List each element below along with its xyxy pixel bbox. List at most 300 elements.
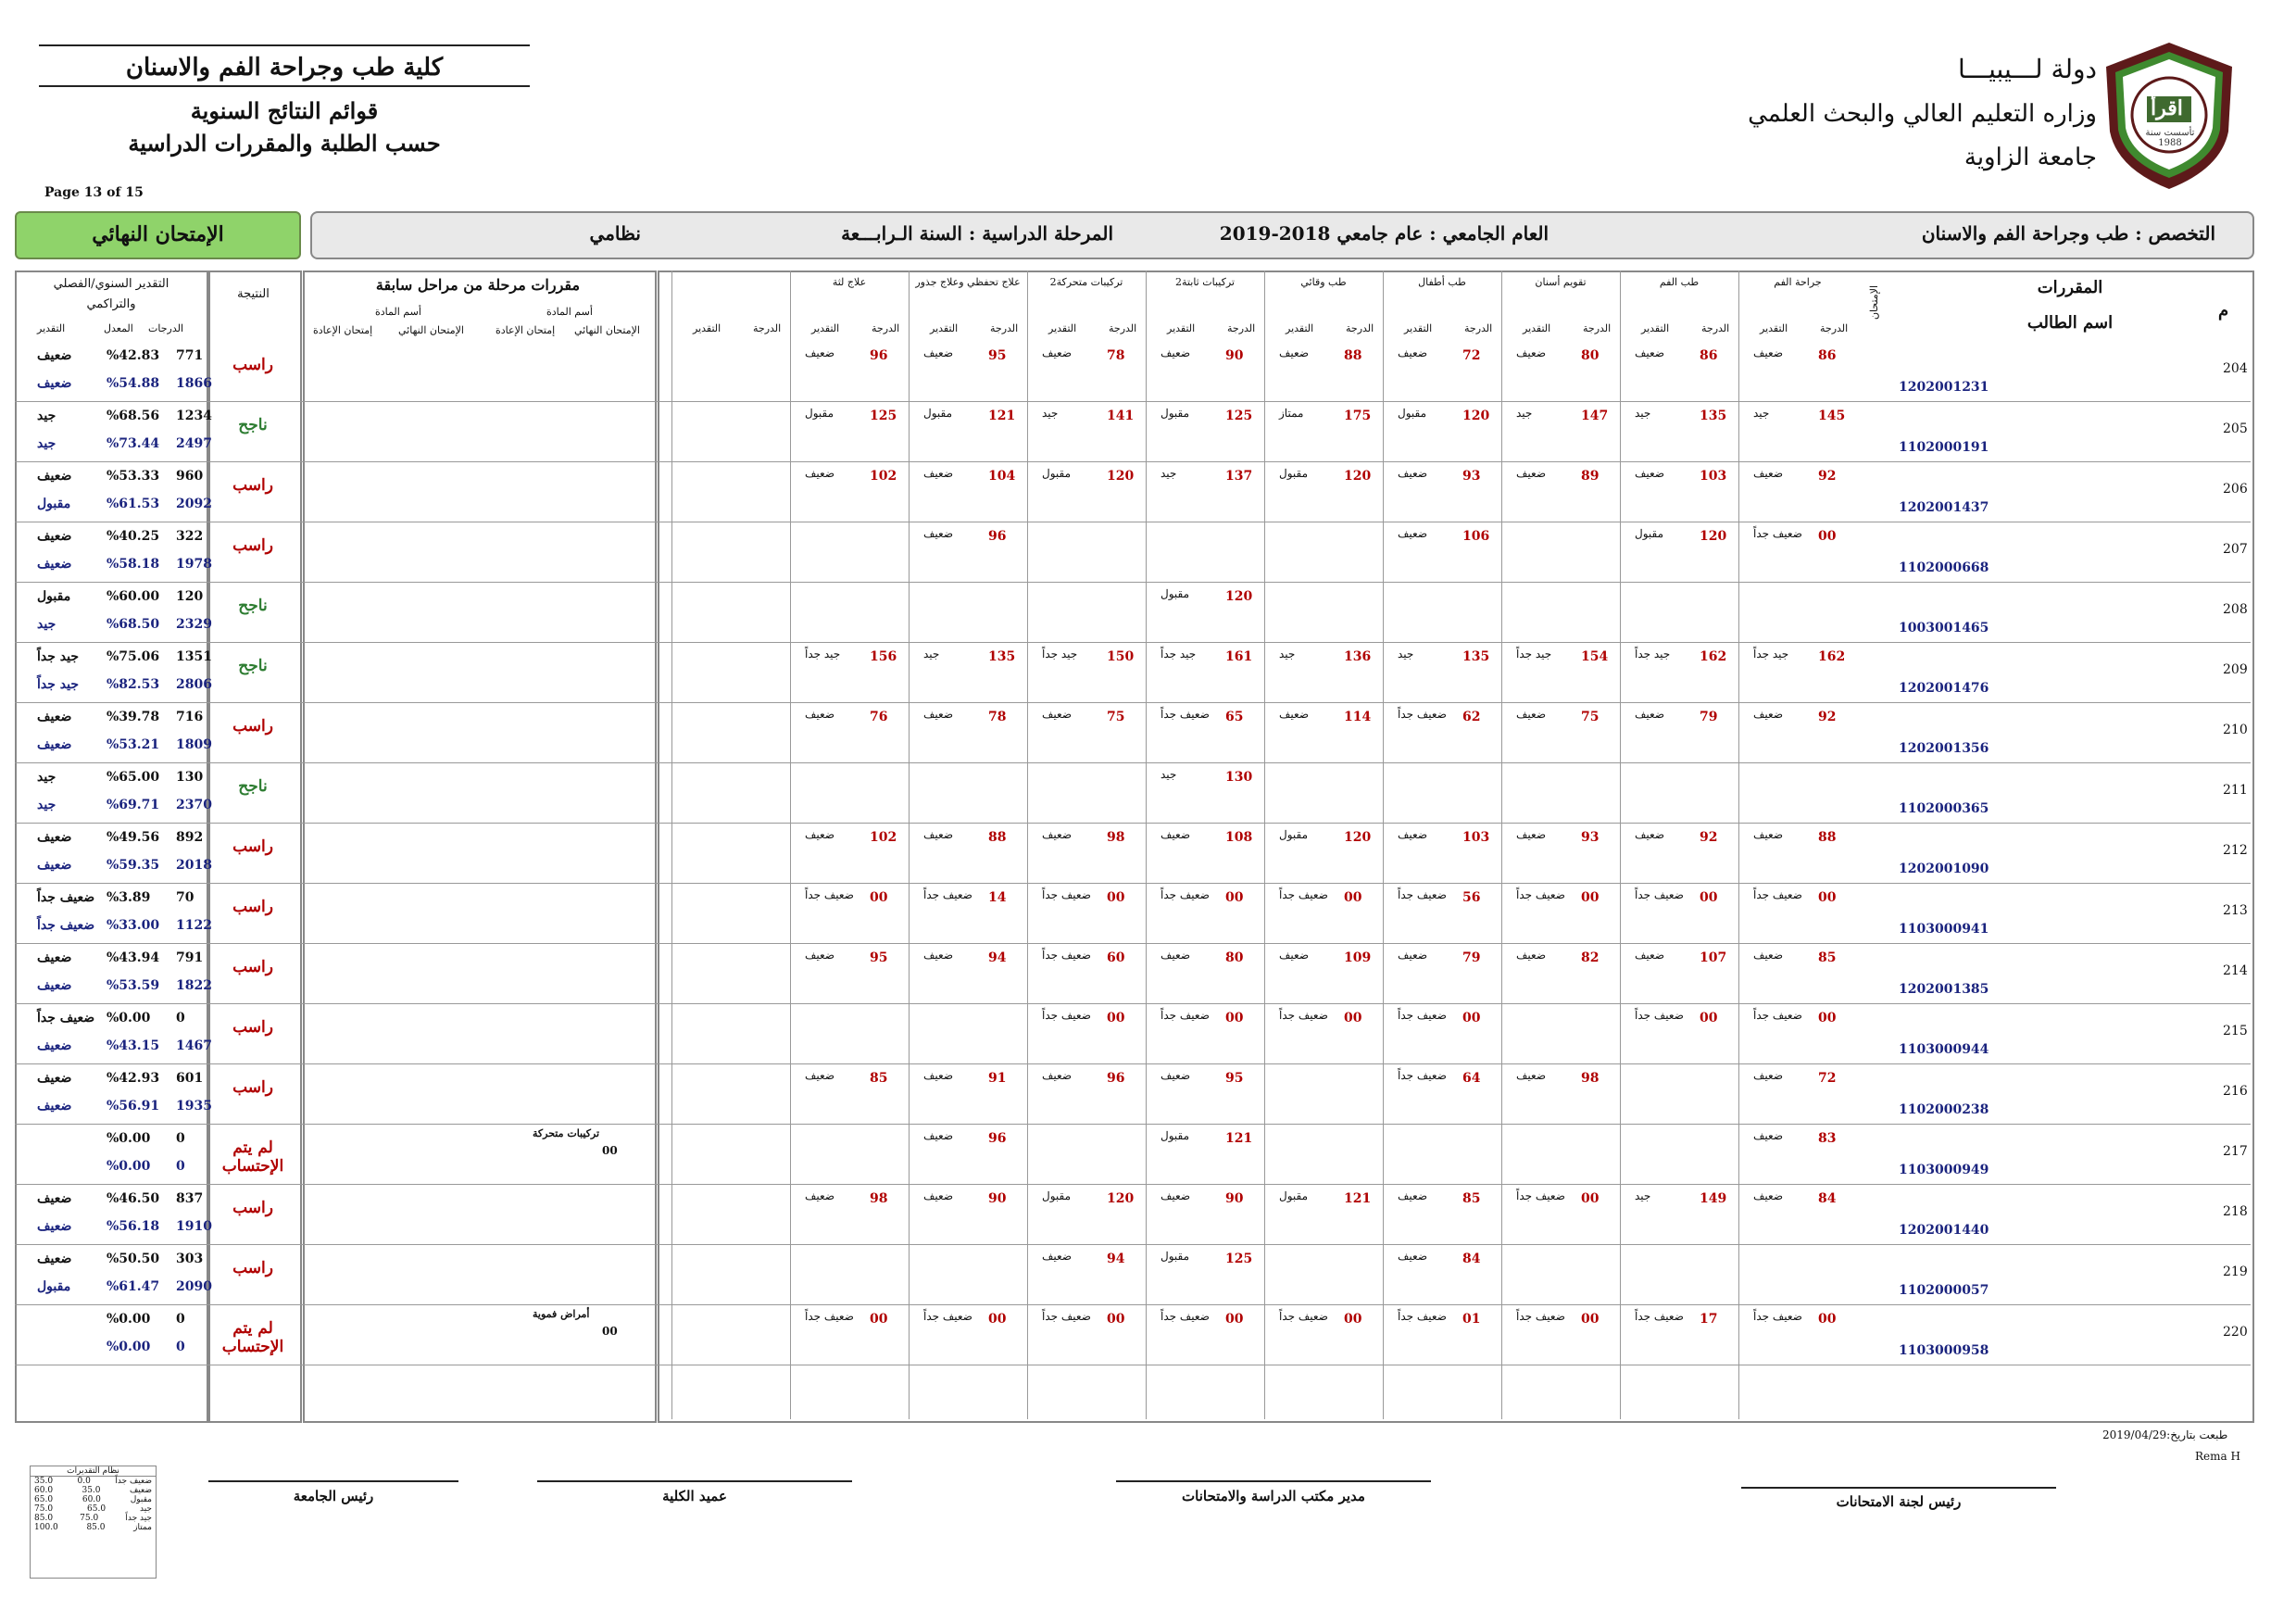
main-grades-table	[658, 270, 2254, 1423]
grading-scale-row	[31, 1504, 156, 1514]
course-rating: ضعيف جداً	[1753, 1009, 1802, 1022]
course-grade: 96	[1107, 1071, 1125, 1086]
course-rating: ضعيف جداً	[1398, 888, 1447, 901]
row-number: 207	[2223, 542, 2248, 557]
info-band	[310, 211, 2254, 259]
course-rating: ضعيف	[805, 346, 835, 359]
total-average: %49.56	[107, 830, 160, 845]
course-rating: ضعيف	[805, 1069, 835, 1082]
cumulative-rating: مقبول	[37, 497, 71, 511]
course-grade: 98	[870, 1191, 888, 1206]
cumulative-grades: 2018	[176, 858, 212, 873]
cumulative-average: %61.53	[107, 497, 160, 511]
course-grade: 90	[1225, 348, 1244, 363]
course-rating: ضعيف	[1398, 949, 1428, 962]
course-grade: 125	[870, 409, 897, 423]
grade-subheader: الدرجة	[1227, 322, 1256, 334]
course-grade: 90	[1225, 1191, 1244, 1206]
course-grade: 00	[1818, 1312, 1837, 1327]
course-rating: ضعيف جداً	[1635, 1009, 1684, 1022]
cumulative-average: %54.88	[107, 376, 160, 391]
course-grade: 94	[988, 950, 1007, 965]
scale-to: 35.0	[34, 1477, 54, 1486]
column-divider	[1027, 270, 1028, 1419]
course-header: طب وقائي	[1300, 276, 1347, 288]
course-grade: 79	[1700, 710, 1718, 724]
course-grade: 135	[1462, 649, 1490, 664]
course-grade: 92	[1818, 710, 1837, 724]
signature-president: رئيس الجامعة	[293, 1488, 374, 1504]
course-rating: ضعيف	[805, 1189, 835, 1202]
course-rating: ضعيف	[1753, 949, 1784, 962]
course-rating: جيد	[1635, 1189, 1651, 1202]
course-grade: 01	[1462, 1312, 1481, 1327]
cumulative-average: %53.59	[107, 978, 160, 993]
cumulative-rating: مقبول	[37, 1279, 71, 1294]
print-date: طبعت بتاريخ:2019/04/29	[2102, 1428, 2228, 1441]
course-grade: 120	[1462, 409, 1490, 423]
grade-subheader: الدرجة	[1346, 322, 1374, 334]
cumulative-average: %0.00	[107, 1340, 151, 1354]
cumulative-rating: جيد	[37, 617, 56, 632]
course-grade: 00	[1225, 1312, 1244, 1327]
scale-name: جيد	[139, 1504, 152, 1514]
cumulative-grades: 1910	[176, 1219, 212, 1234]
column-divider	[671, 270, 672, 1419]
cum-rating-header: التقدير	[37, 322, 66, 334]
cumulative-grades: 2806	[176, 677, 212, 692]
cumulative-rating: جيد	[37, 798, 56, 812]
total-average: %43.94	[107, 950, 160, 965]
course-rating: ضعيف	[1753, 708, 1784, 721]
course-rating: ممتاز	[1279, 407, 1304, 420]
course-rating: ضعيف	[1398, 1189, 1428, 1202]
exam-type-badge: الإمتحان النهائي	[15, 211, 301, 259]
logo-text: اقرأ	[2151, 96, 2183, 120]
course-grade: 161	[1225, 649, 1253, 664]
course-grade: 85	[1818, 950, 1837, 965]
grade-subheader: الدرجة	[1109, 322, 1137, 334]
course-rating: ضعيف	[1279, 708, 1310, 721]
cumulative-average: %43.15	[107, 1038, 160, 1053]
course-grade: 102	[870, 469, 897, 484]
rating-subheader: التقدير	[811, 322, 840, 334]
course-rating: ضعيف	[1161, 1189, 1191, 1202]
course-rating: ضعيف	[1279, 949, 1310, 962]
total-average: %0.00	[107, 1131, 151, 1146]
row-number: 220	[2223, 1325, 2248, 1340]
course-grade: 98	[1107, 830, 1125, 845]
course-rating: ضعيف	[1516, 949, 1547, 962]
course-grade: 91	[988, 1071, 1007, 1086]
page-number: Page 13 of 15	[44, 185, 144, 200]
scale-name: ضعيف جداً	[115, 1477, 152, 1486]
scale-from: 75.0	[80, 1514, 99, 1523]
previous-courses-table	[303, 270, 657, 1423]
course-grade: 120	[1225, 589, 1253, 604]
course-grade: 108	[1225, 830, 1253, 845]
course-rating: ضعيف جداً	[1279, 888, 1328, 901]
course-grade: 156	[870, 649, 897, 664]
course-rating: ضعيف جداً	[1398, 1009, 1447, 1022]
prev-subject-header-2: أسم المادة	[375, 306, 421, 318]
course-grade: 00	[1344, 890, 1362, 905]
course-rating: ضعيف	[923, 1069, 954, 1082]
course-rating: ضعيف	[805, 949, 835, 962]
course-rating: ضعيف	[1161, 828, 1191, 841]
course-header: علاج لثة	[832, 276, 867, 288]
ministry-name: وزاره التعليم العالي والبحث العلمي	[1748, 100, 2097, 128]
course-rating: مقبول	[1279, 467, 1309, 480]
student-id: 1103000949	[1899, 1163, 1989, 1177]
course-rating: جيد	[1042, 407, 1059, 420]
course-rating: مقبول	[1161, 1129, 1190, 1142]
total-rating: ضعيف	[37, 710, 72, 724]
prev-final-header-2: الإمتحان النهائي	[398, 324, 464, 336]
course-grade: 137	[1225, 469, 1253, 484]
total-rating: جيد	[37, 409, 56, 423]
course-rating: ضعيف	[923, 949, 954, 962]
course-grade: 72	[1818, 1071, 1837, 1086]
result-status: راسب	[232, 958, 273, 976]
course-rating: ضعيف جداً	[1516, 888, 1565, 901]
row-number: 218	[2223, 1204, 2248, 1219]
student-id: 1103000941	[1899, 922, 1989, 937]
prev-subject-header: أسم المادة	[546, 306, 593, 318]
course-rating: مقبول	[1398, 407, 1427, 420]
cum-average-header: المعدل	[104, 322, 133, 334]
cumulative-average: %73.44	[107, 436, 160, 451]
course-grade: 102	[870, 830, 897, 845]
column-divider	[1501, 270, 1502, 1419]
course-grade: 17	[1700, 1312, 1718, 1327]
course-grade: 82	[1581, 950, 1600, 965]
result-status: ناجح	[238, 416, 268, 434]
course-grade: 93	[1462, 469, 1481, 484]
cumulative-rating: ضعيف	[37, 557, 72, 572]
row-divider	[15, 762, 2251, 763]
total-grades: 791	[176, 950, 204, 965]
course-grade: 96	[870, 348, 888, 363]
course-grade: 75	[1581, 710, 1600, 724]
course-grade: 145	[1818, 409, 1846, 423]
course-header: طب أطفال	[1418, 276, 1466, 288]
course-rating: ضعيف جداً	[1161, 1009, 1210, 1022]
cumulative-grades: 2090	[176, 1279, 212, 1294]
student-id: 1202001231	[1899, 380, 1989, 395]
student-id: 1202001385	[1899, 982, 1989, 997]
course-rating: ضعيف	[1398, 1250, 1428, 1263]
course-grade: 00	[1818, 529, 1837, 544]
total-rating: ضعيف جداً	[37, 890, 95, 905]
course-grade: 00	[870, 1312, 888, 1327]
total-rating: ضعيف جداً	[37, 1011, 95, 1025]
faculty-name: كلية طب وجراحة الفم والاسنان	[125, 54, 444, 82]
course-grade: 00	[1462, 1011, 1481, 1025]
cumulative-average: %56.91	[107, 1099, 160, 1113]
course-rating: ضعيف جداً	[1398, 1069, 1447, 1082]
total-rating: ضعيف	[37, 348, 72, 363]
course-grade: 00	[1344, 1011, 1362, 1025]
course-rating: ضعيف	[805, 828, 835, 841]
course-grade: 109	[1344, 950, 1372, 965]
cumulative-average: %59.35	[107, 858, 160, 873]
course-grade: 93	[1581, 830, 1600, 845]
total-average: %53.33	[107, 469, 160, 484]
course-rating: ضعيف جداً	[1042, 1310, 1091, 1323]
grade-subheader: الدرجة	[990, 322, 1019, 334]
course-rating: ضعيف جداً	[1635, 888, 1684, 901]
total-average: %42.83	[107, 348, 160, 363]
row-divider	[15, 1304, 2251, 1305]
course-rating: ضعيف	[1042, 1069, 1073, 1082]
course-rating: جيد جداً	[1635, 648, 1671, 661]
result-status: ناجح	[238, 777, 268, 796]
cumulative-rating: ضعيف	[37, 858, 72, 873]
total-average: %65.00	[107, 770, 160, 785]
result-status: راسب	[232, 1018, 273, 1037]
course-rating: جيد	[1279, 648, 1296, 661]
cumulative-average: %53.21	[107, 737, 160, 752]
course-rating: ضعيف جداً	[1279, 1009, 1328, 1022]
student-id: 1003001465	[1899, 621, 1989, 635]
course-grade: 98	[1581, 1071, 1600, 1086]
column-divider	[1738, 270, 1739, 1419]
course-grade: 00	[1107, 1312, 1125, 1327]
course-grade: 103	[1462, 830, 1490, 845]
course-rating: جيد	[1161, 467, 1177, 480]
course-rating: ضعيف جداً	[1753, 888, 1802, 901]
prev-resit-header: إمتحان الإعادة	[496, 324, 556, 336]
cumulative-rating: ضعيف	[37, 376, 72, 391]
course-rating: ضعيف	[1516, 1069, 1547, 1082]
course-rating: ضعيف	[1635, 949, 1665, 962]
total-average: %50.50	[107, 1252, 160, 1266]
course-rating: ضعيف	[1279, 346, 1310, 359]
student-id: 1103000958	[1899, 1343, 1989, 1358]
cumulative-grades: 1978	[176, 557, 212, 572]
total-average: %42.93	[107, 1071, 160, 1086]
course-grade: 00	[1107, 890, 1125, 905]
col-courses-header: المقررات	[2037, 278, 2103, 297]
column-divider	[790, 270, 791, 1419]
course-grade: 103	[1700, 469, 1727, 484]
prev-final-header: الإمتحان النهائي	[574, 324, 640, 336]
result-status: ناجح	[238, 597, 268, 615]
course-grade: 00	[1818, 1011, 1837, 1025]
scale-from: 65.0	[87, 1504, 107, 1514]
course-rating: ضعيف جداً	[1635, 1310, 1684, 1323]
total-grades: 0	[176, 1312, 185, 1327]
grade-subheader: الدرجة	[1464, 322, 1493, 334]
course-grade: 00	[1344, 1312, 1362, 1327]
grading-scale-row	[31, 1495, 156, 1504]
grade-subheader: الدرجة	[1701, 322, 1730, 334]
cumulative-rating: ضعيف جداً	[37, 918, 95, 933]
cumulative-rating: ضعيف	[37, 978, 72, 993]
course-grade: 00	[1700, 890, 1718, 905]
course-rating: ضعيف	[805, 467, 835, 480]
total-rating: جيد جداً	[37, 649, 79, 664]
course-grade: 125	[1225, 409, 1253, 423]
course-grade: 162	[1818, 649, 1846, 664]
university-name: جامعة الزاوية	[1964, 144, 2097, 171]
cumulative-rating: ضعيف	[37, 1099, 72, 1113]
course-grade: 95	[1225, 1071, 1244, 1086]
result-status: راسب	[232, 837, 273, 856]
course-grade: 162	[1700, 649, 1727, 664]
course-grade: 76	[870, 710, 888, 724]
course-grade: 00	[870, 890, 888, 905]
scale-to: 75.0	[34, 1504, 54, 1514]
course-grade: 120	[1107, 1191, 1135, 1206]
course-rating: ضعيف جداً	[1042, 888, 1091, 901]
course-grade: 86	[1818, 348, 1837, 363]
specialization: التخصص : طب وجراحة الفم والاسنان	[1921, 222, 2215, 245]
report-subtitle: حسب الطلبة والمقررات الدراسية	[128, 130, 441, 157]
signature-dean: عميد الكلية	[662, 1488, 727, 1504]
total-average: %60.00	[107, 589, 160, 604]
course-rating: ضعيف	[923, 1189, 954, 1202]
course-rating: ضعيف جداً	[923, 888, 972, 901]
previous-courses-title: مقررات مرحلة من مراحل سابقة	[375, 276, 581, 294]
cumulative-grades: 2329	[176, 617, 212, 632]
course-grade: 79	[1462, 950, 1481, 965]
total-average: %39.78	[107, 710, 160, 724]
cumulative-average: %69.71	[107, 798, 160, 812]
course-rating: ضعيف جداً	[1161, 1310, 1210, 1323]
previous-course-grade: 00	[602, 1325, 618, 1338]
total-average: %68.56	[107, 409, 160, 423]
scale-to: 60.0	[34, 1486, 54, 1495]
total-rating: ضعيف	[37, 830, 72, 845]
course-grade: 154	[1581, 649, 1609, 664]
row-number: 215	[2223, 1024, 2248, 1038]
cumulative-rating: ضعيف	[37, 737, 72, 752]
result-status: راسب	[232, 898, 273, 916]
course-grade: 114	[1344, 710, 1372, 724]
cumulative-grades: 1809	[176, 737, 212, 752]
course-rating: ضعيف جداً	[805, 1310, 854, 1323]
course-rating: ضعيف جداً	[1042, 1009, 1091, 1022]
course-grade: 78	[988, 710, 1007, 724]
scale-name: ممتاز	[133, 1523, 152, 1532]
course-grade: 121	[1225, 1131, 1253, 1146]
course-grade: 88	[1344, 348, 1362, 363]
country-name: دولة لـــيبيـــا	[1957, 54, 2097, 84]
cumulative-average: %68.50	[107, 617, 160, 632]
course-rating: جيد	[1753, 407, 1770, 420]
course-header: جراحة الفم	[1774, 276, 1822, 288]
total-rating: مقبول	[37, 589, 71, 604]
course-rating: ضعيف	[1635, 346, 1665, 359]
course-grade: 92	[1818, 469, 1837, 484]
row-number: 216	[2223, 1084, 2248, 1099]
course-grade: 75	[1107, 710, 1125, 724]
row-number: 205	[2223, 421, 2248, 436]
course-rating: ضعيف جداً	[1042, 949, 1091, 962]
cumulative-rating: جيد جداً	[37, 677, 79, 692]
cumulative-average: %56.18	[107, 1219, 160, 1234]
course-header: تركيبات ثابتة2	[1175, 276, 1235, 288]
course-grade: 00	[1581, 1312, 1600, 1327]
rating-subheader: التقدير	[1048, 322, 1077, 334]
total-rating: ضعيف	[37, 1191, 72, 1206]
row-divider	[15, 1063, 2251, 1064]
total-grades: 1351	[176, 649, 212, 664]
cumulative-grades: 2092	[176, 497, 212, 511]
row-number: 217	[2223, 1144, 2248, 1159]
scale-name: مقبول	[130, 1495, 152, 1504]
result-status: راسب	[232, 356, 273, 374]
column-divider	[909, 270, 910, 1419]
course-rating: مقبول	[1279, 1189, 1309, 1202]
course-grade: 90	[988, 1191, 1007, 1206]
result-status: راسب	[232, 717, 273, 736]
result-status: راسب	[232, 536, 273, 555]
row-divider	[15, 1244, 2251, 1245]
signature-studies-office: مدير مكتب الدراسة والامتحانات	[1182, 1488, 1365, 1504]
result-status: راسب	[232, 1078, 273, 1097]
student-id: 1202001440	[1899, 1223, 1989, 1238]
course-rating: ضعيف	[923, 1129, 954, 1142]
course-grade: 121	[988, 409, 1016, 423]
course-grade: 96	[988, 529, 1007, 544]
grading-scale-title: نظام التقديرات	[31, 1466, 156, 1477]
total-average: %3.89	[107, 890, 151, 905]
cumulative-grades: 1822	[176, 978, 212, 993]
row-divider	[15, 702, 2251, 703]
previous-course-name: تركيبات متحركة	[533, 1127, 600, 1139]
course-grade: 130	[1225, 770, 1253, 785]
cumulative-average: %33.00	[107, 918, 160, 933]
student-id: 1202001437	[1899, 500, 1989, 515]
cumulative-grades: 2370	[176, 798, 212, 812]
course-rating: ضعيف	[1161, 949, 1191, 962]
grading-scale-box	[30, 1466, 157, 1579]
course-grade: 88	[1818, 830, 1837, 845]
course-rating: ضعيف	[1753, 1189, 1784, 1202]
total-grades: 771	[176, 348, 204, 363]
course-grade: 65	[1225, 710, 1244, 724]
course-rating: مقبول	[1161, 1250, 1190, 1263]
rating-subheader: التقدير	[1760, 322, 1788, 334]
course-rating: ضعيف	[1753, 828, 1784, 841]
course-rating: جيد	[1516, 407, 1533, 420]
grading-scale-row	[31, 1523, 156, 1532]
course-rating: ضعيف جداً	[923, 1310, 972, 1323]
course-grade: 92	[1700, 830, 1718, 845]
rating-subheader: التقدير	[1523, 322, 1551, 334]
col-exam-header: الإمتحان	[1868, 284, 1881, 321]
grading-scale-row	[31, 1514, 156, 1523]
course-rating: ضعيف	[1516, 828, 1547, 841]
course-grade: 120	[1700, 529, 1727, 544]
course-rating: ضعيف جداً	[1398, 708, 1447, 721]
course-rating: جيد جداً	[1161, 648, 1197, 661]
total-rating: ضعيف	[37, 1252, 72, 1266]
row-divider	[15, 642, 2251, 643]
grade-subheader: الدرجة	[753, 322, 782, 334]
study-stage: المرحلة الدراسية : السنة الـرابـــعة	[841, 222, 1113, 245]
total-grades: 837	[176, 1191, 204, 1206]
course-rating: جيد	[923, 648, 940, 661]
grade-subheader: الدرجة	[1820, 322, 1849, 334]
total-grades: 960	[176, 469, 204, 484]
rating-subheader: التقدير	[930, 322, 959, 334]
course-rating: جيد جداً	[1516, 648, 1552, 661]
course-rating: ضعيف	[1516, 346, 1547, 359]
